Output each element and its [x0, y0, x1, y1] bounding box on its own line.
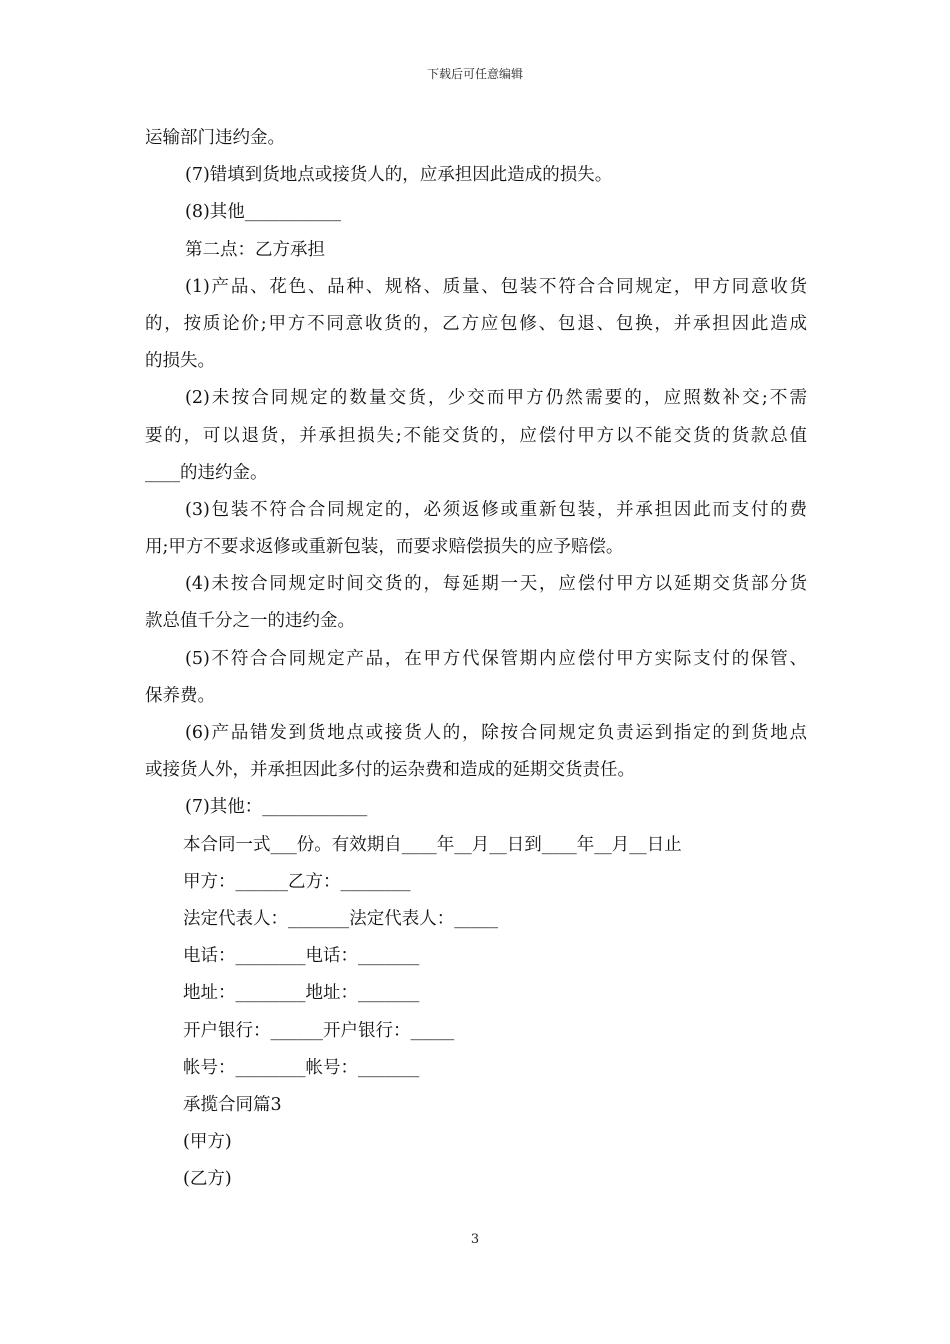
party-line: 甲方：______乙方：________: [183, 871, 411, 892]
bank-line: 开户银行：______开户银行：_____: [183, 1020, 455, 1041]
text-line: (4)未按合同规定时间交货的，每延期一天，应偿付甲方以延期交货部分货: [185, 574, 807, 595]
text-line: 款总值千分之一的违约金。: [145, 611, 355, 632]
text-line: (2)未按合同规定的数量交货，少交而甲方仍然需要的，应照数补交;不需: [185, 388, 807, 409]
contract-term-line: 本合同一式___份。有效期自____年__月__日到____年__月__日止: [183, 834, 682, 855]
phone-line: 电话：________电话：_______: [183, 946, 420, 967]
text-line: (8)其他___________: [185, 202, 342, 223]
text-line: (3)包装不符合合同规定的，必须返修或重新包装，并承担因此而支付的费: [185, 499, 807, 520]
text-line: ____的违约金。: [145, 462, 268, 483]
page-header: 下载后可任意编辑: [426, 67, 523, 81]
text-line: 运输部门违约金。: [145, 128, 285, 148]
text-line: 或接货人外，并承担因此多付的运杂费和造成的延期交货责任。: [145, 760, 635, 781]
document-body: [145, 120, 807, 1198]
account-line: 帐号：________帐号：_______: [183, 1057, 420, 1078]
text-line: 用;甲方不要求返修或重新包装，而要求赔偿损失的应予赔偿。: [145, 537, 624, 558]
section-title: 承揽合同篇3: [183, 1094, 282, 1115]
text-line: (5)不符合合同规定产品，在甲方代保管期内应偿付甲方实际支付的保管、: [185, 648, 807, 669]
text-line: 要的，可以退货，并承担损失;不能交货的，应偿付甲方以不能交货的货款总值: [145, 425, 807, 446]
text-line: (7)错填到货地点或接货人的，应承担因此造成的损失。: [185, 165, 613, 186]
text-line: (7)其他：____________: [185, 797, 368, 818]
text-line: 的损失。: [145, 351, 215, 372]
text-line: 的，按质论价;甲方不同意收货的，乙方应包修、包退、包换，并承担因此造成: [145, 313, 807, 334]
party-b-label: (乙方): [183, 1169, 232, 1190]
page-number: 3: [470, 1232, 480, 1247]
legal-rep-line: 法定代表人：_______法定代表人：_____: [183, 908, 498, 929]
text-line: (6)产品错发到货地点或接货人的，除按合同规定负责运到指定的到货地点: [185, 723, 807, 743]
section-heading: 第二点：乙方承担: [185, 239, 325, 260]
text-line: 保养费。: [145, 685, 215, 706]
address-line: 地址：________地址：_______: [183, 983, 420, 1004]
party-a-label: (甲方): [183, 1132, 232, 1153]
text-line: (1)产品、花色、品种、规格、质量、包装不符合合同规定，甲方同意收货: [185, 276, 807, 297]
